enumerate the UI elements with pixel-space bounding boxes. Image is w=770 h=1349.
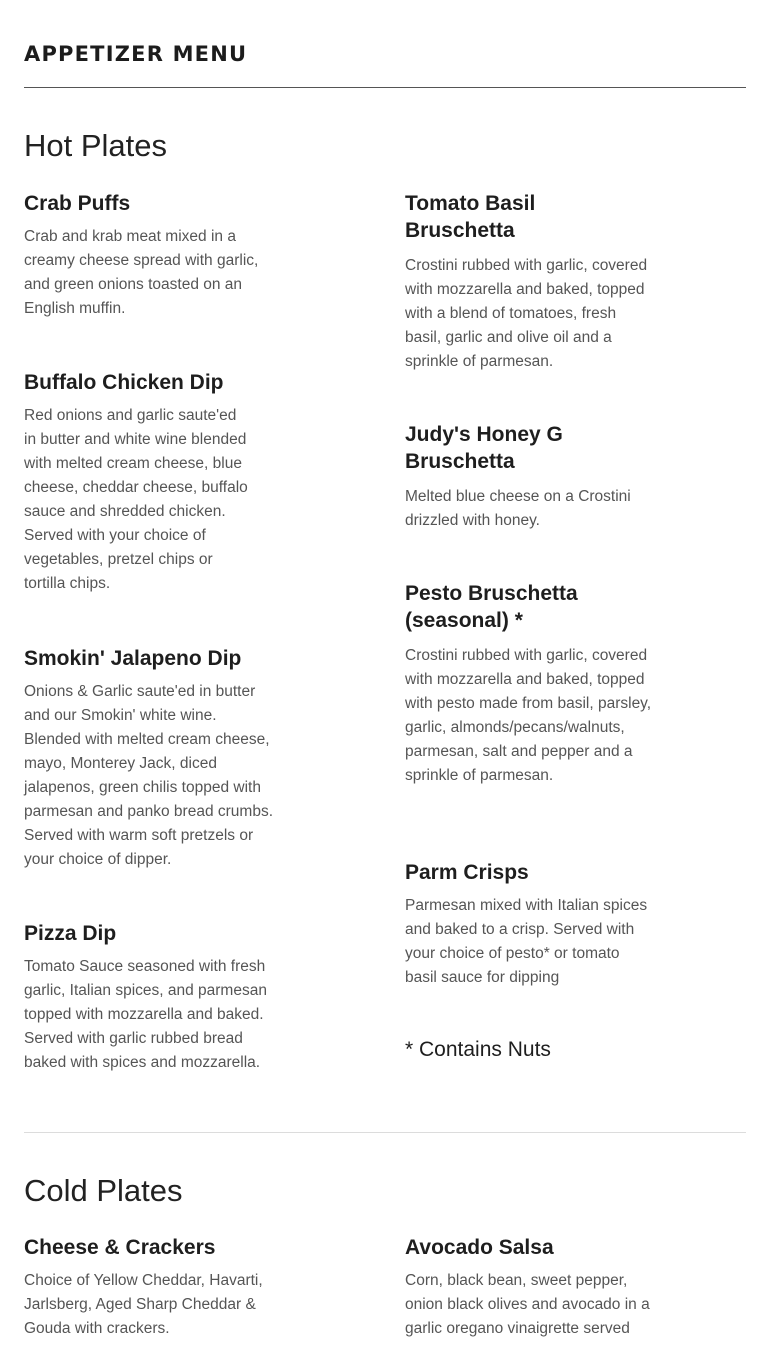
item-description: Parmesan mixed with Italian spices and baked to a crisp. Served with your choice of pesto* or tomato basil sauce for dipping <box>405 897 648 986</box>
item-description: Corn, black bean, sweet pepper, onion black olives and avocado in a garlic oregano vinaigrette served <box>405 1272 650 1337</box>
item-name: Parm Crisps <box>405 861 529 884</box>
menu-item <box>24 369 254 596</box>
item-description: Crab and krab meat mixed in a creamy cheese spread with garlic, and green onions toasted on an English muffin. <box>24 228 259 317</box>
item-description: Melted blue cheese on a Crostini drizzled with honey. <box>405 488 631 529</box>
item-description: Red onions and garlic saute'ed in butter and white wine blended with melted cream cheese, blue cheese, cheddar cheese, buffalo sauce and shredded chicken. Served with your choice of vegetables, pretzel chips or tortilla chips. <box>24 407 248 592</box>
item-name: Avocado Salsa <box>405 1236 554 1259</box>
title-divider <box>24 87 746 88</box>
menu-item <box>405 859 655 990</box>
item-description: Choice of Yellow Cheddar, Havarti, Jarlsberg, Aged Sharp Cheddar & Gouda with crackers. <box>24 1272 263 1337</box>
menu-item <box>24 645 274 872</box>
menu-item-description-block <box>405 636 655 788</box>
menu-item <box>405 580 585 634</box>
item-description: Crostini rubbed with garlic, covered with mozzarella and baked, topped with a blend of tomatoes, fresh basil, garlic and olive oil and a sprinkle of parmesan. <box>405 257 648 370</box>
menu-item <box>24 920 274 1075</box>
item-name: Cheese & Crackers <box>24 1236 216 1259</box>
section-title-cold-plates: Cold Plates <box>24 1173 183 1208</box>
contains-nuts-note: * Contains Nuts <box>405 1038 551 1061</box>
section-title-hot-plates: Hot Plates <box>24 128 168 163</box>
item-description: Crostini rubbed with garlic, covered with mozzarella and baked, topped with pesto made from basil, parsley, garlic, almonds/pecans/walnuts, parmesan, salt and pepper and a sprinkle of parmesan. <box>405 647 652 784</box>
item-name: Smokin' Jalapeno Dip <box>24 647 242 670</box>
menu-item-description-block <box>405 477 655 533</box>
item-name: Buffalo Chicken Dip <box>24 371 224 394</box>
item-name: Pizza Dip <box>24 922 117 945</box>
item-description: Onions & Garlic saute'ed in butter and our Smokin' white wine. Blended with melted cream cheese, mayo, Monterey Jack, diced jalapenos, green chilis topped with parmesan and panko bread crumbs. Served with warm soft pretzels or your choice of dipper. <box>24 683 274 868</box>
menu-item <box>24 1234 274 1341</box>
item-name: Pesto Bruschetta (seasonal) * <box>405 582 578 632</box>
menu-title: APPETIZER MENU <box>24 42 248 66</box>
menu-item <box>405 190 565 244</box>
section-divider <box>24 1132 746 1133</box>
item-name: Judy's Honey G Bruschetta <box>405 423 563 473</box>
item-name: Tomato Basil Bruschetta <box>405 192 536 242</box>
menu-item-description-block <box>405 246 655 374</box>
menu-item <box>405 1234 655 1341</box>
menu-item <box>24 190 274 321</box>
item-name: Crab Puffs <box>24 192 131 215</box>
item-description: Tomato Sauce seasoned with fresh garlic, Italian spices, and parmesan topped with mozzarella and baked. Served with garlic rubbed bread baked with spices and mozzarella. <box>24 958 267 1071</box>
menu-item <box>405 421 565 475</box>
